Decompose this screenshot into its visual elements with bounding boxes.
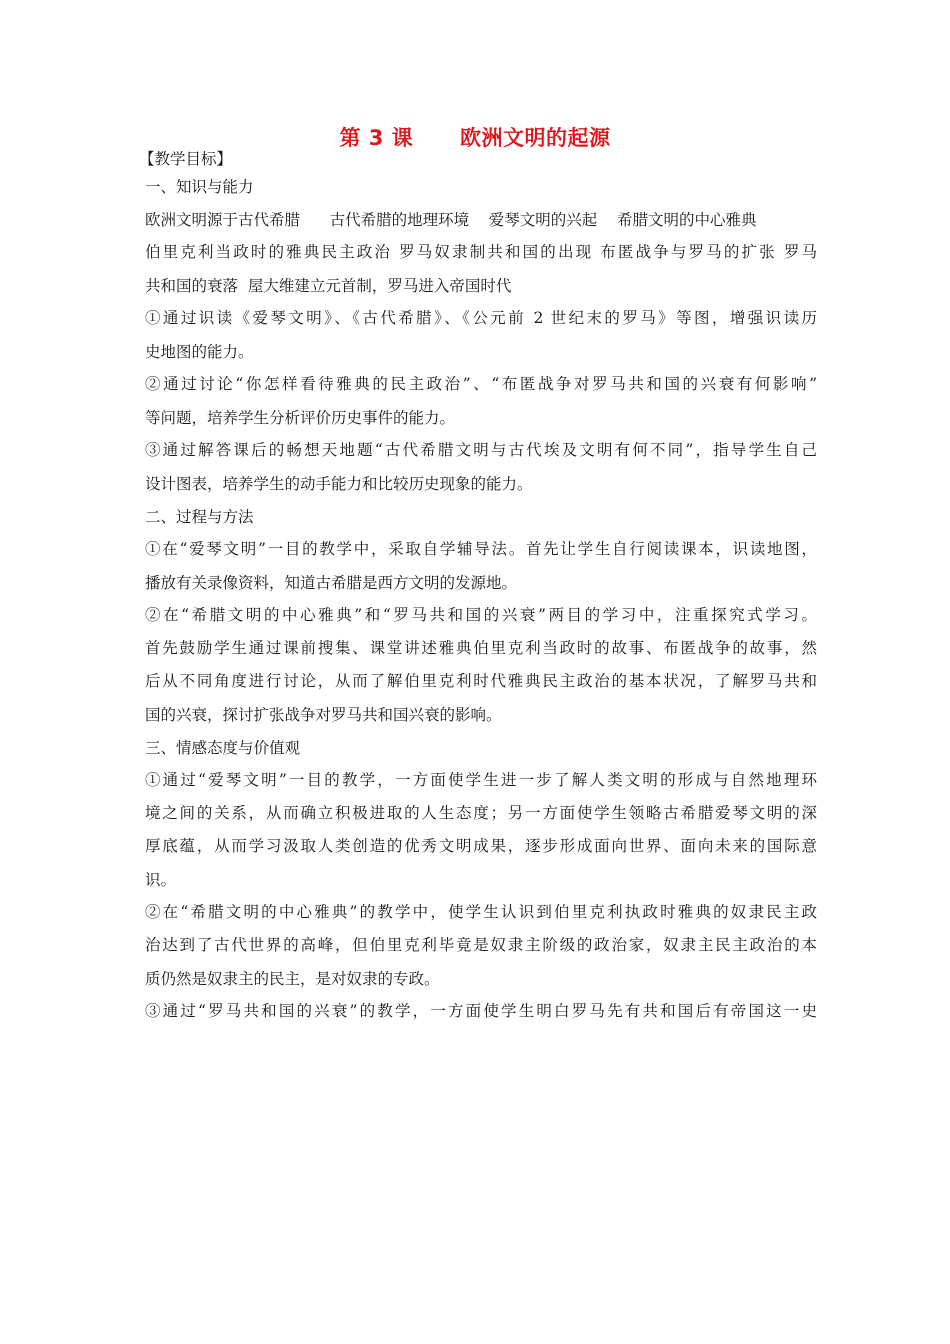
paragraph-line: 境之间的关系，从而确立积极进取的人生态度；另一方面使学生领略古希腊爱琴文明的深 xyxy=(145,804,817,822)
paragraph-line: 史地图的能力。 xyxy=(145,342,254,361)
paragraph-line: ②在“希腊文明的中心雅典”和“罗马共和国的兴衰”两目的学习中，注重探究式学习。 xyxy=(145,606,817,624)
heading-knowledge-ability: 一、知识与能力 xyxy=(145,177,254,196)
paragraph-line: ③通过解答课后的畅想天地题“古代希腊文明与古代埃及文明有何不同”，指导学生自己 xyxy=(145,441,817,459)
paragraph-line: 伯里克利当政时的雅典民主政治 罗马奴隶制共和国的出现 布匿战争与罗马的扩张 罗马 xyxy=(145,243,817,261)
paragraph-line: ①在“爱琴文明”一目的教学中，采取自学辅导法。首先让学生自行阅读课本，识读地图， xyxy=(145,540,817,558)
paragraph-line: 欧洲文明源于古代希腊 古代希腊的地理环境 爱琴文明的兴起 希腊文明的中心雅典 xyxy=(145,210,757,229)
paragraph-line: 识。 xyxy=(145,870,177,889)
paragraph-line: 播放有关录像资料，知道古希腊是西方文明的发源地。 xyxy=(145,573,518,592)
paragraph-line: ②通过讨论“你怎样看待雅典的民主政治”、“布匿战争对罗马共和国的兴衰有何影响” xyxy=(145,375,817,393)
paragraph-line: ③通过“罗马共和国的兴衰”的教学，一方面使学生明白罗马先有共和国后有帝国这一史 xyxy=(145,1002,817,1020)
paragraph-line: ②在“希腊文明的中心雅典”的教学中，使学生认识到伯里克利执政时雅典的奴隶民主政 xyxy=(145,903,817,921)
section-label-teaching-goals: 【教学目标】 xyxy=(139,150,233,168)
paragraph-line: 国的兴衰，探讨扩张战争对罗马共和国兴衰的影响。 xyxy=(145,705,502,724)
paragraph-line: 首先鼓励学生通过课前搜集、课堂讲述雅典伯里克利当政时的故事、布匿战争的故事，然 xyxy=(145,639,817,657)
paragraph-line: ①通过识读《爱琴文明》、《古代希腊》、《公元前 2 世纪末的罗马》等图，增强识读历 xyxy=(145,309,817,327)
document-body xyxy=(139,148,817,1028)
paragraph-line: ①通过“爱琴文明”一目的教学，一方面使学生进一步了解人类文明的形成与自然地理环 xyxy=(145,771,817,789)
paragraph-line: 设计图表，培养学生的动手能力和比较历史现象的能力。 xyxy=(145,474,533,493)
heading-emotion-values: 三、情感态度与价值观 xyxy=(145,738,301,757)
paragraph-line: 治达到了古代世界的高峰，但伯里克利毕竟是奴隶主阶级的政治家，奴隶主民主政治的本 xyxy=(145,936,817,954)
paragraph-line: 质仍然是奴隶主的民主，是对奴隶的专政。 xyxy=(145,969,440,988)
heading-process-method: 二、过程与方法 xyxy=(145,507,254,526)
paragraph-line: 共和国的衰落 屋大维建立元首制，罗马进入帝国时代 xyxy=(145,276,512,295)
paragraph-line: 等问题，培养学生分析评价历史事件的能力。 xyxy=(145,408,456,427)
paragraph-line: 厚底蕴，从而学习汲取人类创造的优秀文明成果，逐步形成面向世界、面向未来的国际意 xyxy=(145,837,817,855)
lesson-title: 第 3 课 欧洲文明的起源 xyxy=(339,126,611,150)
paragraph-line: 后从不同角度进行讨论，从而了解伯里克利时代雅典民主政治的基本状况，了解罗马共和 xyxy=(145,672,817,690)
